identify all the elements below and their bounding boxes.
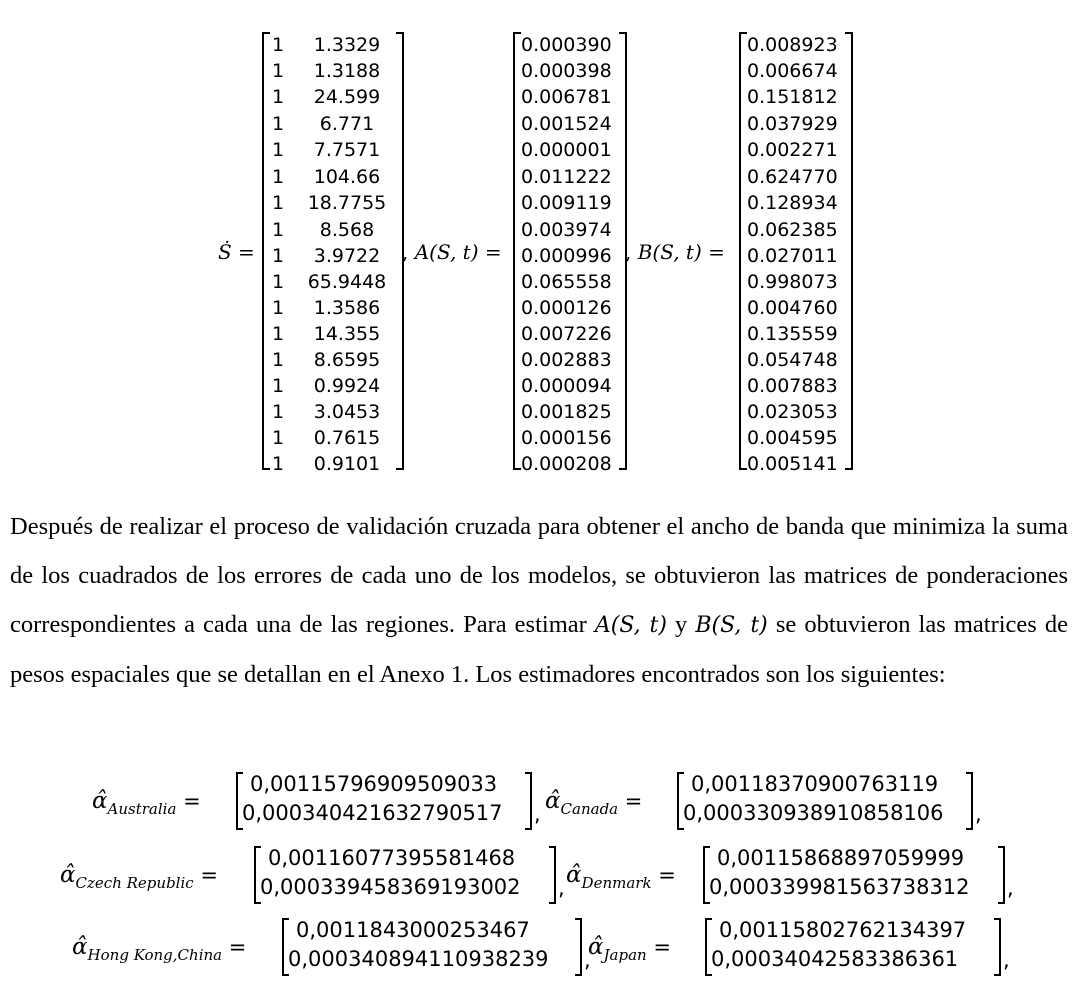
vector-cell: 0.037929: [747, 113, 838, 135]
matrix-cell: 1: [272, 375, 285, 397]
matrix-cell: 0.9101: [313, 453, 381, 475]
a-vector-row: [513, 373, 627, 399]
separator-comma: ,: [975, 802, 982, 826]
b-vector-row: [739, 84, 853, 110]
vector-cell: 0.000001: [521, 139, 612, 161]
vector-value: 0,00115868897059999: [717, 846, 965, 870]
b-vector-row: [739, 111, 853, 137]
vector-cell: 0.062385: [747, 219, 838, 241]
vector-value: 0,00116077395581468: [268, 846, 516, 870]
alpha-vector: [236, 772, 532, 832]
matrix-cell: 65.9448: [307, 271, 387, 293]
s-matrix-row: [262, 217, 404, 243]
vector-cell: 0.128934: [747, 192, 838, 214]
matrix-cell: 1.3586: [313, 297, 381, 319]
s-matrix-row: [262, 295, 404, 321]
alpha-hat-label: [72, 934, 246, 964]
alpha-vector: [282, 918, 582, 978]
vector-cell: 0.011222: [521, 166, 612, 188]
matrix-cell: 1: [272, 139, 285, 161]
matrix-cell: 1: [272, 453, 285, 475]
vector-value: 0,0011843000253467: [296, 918, 530, 942]
equals-sign: =: [646, 935, 671, 959]
vector-value: 0,000339981563738312: [709, 875, 970, 899]
alpha-hat-symbol: α̂: [60, 862, 76, 888]
equals-sign: =: [618, 789, 643, 813]
vector-cell: 0.007883: [747, 375, 838, 397]
alpha-vector: [703, 846, 1005, 906]
s-matrix-row: [262, 111, 404, 137]
a-vector-row: [513, 217, 627, 243]
s-matrix-row: [262, 32, 404, 58]
b-vector-row: [739, 347, 853, 373]
alpha-hat-symbol: α̂: [566, 862, 582, 888]
vector-cell: 0.000398: [521, 60, 612, 82]
s-matrix-row: [262, 425, 404, 451]
matrix-cell: 0.7615: [313, 427, 381, 449]
vector-cell: 0.000208: [521, 453, 612, 475]
a-vector-row: [513, 399, 627, 425]
matrix-cell: 3.0453: [313, 401, 381, 423]
vector-cell: 0.000996: [521, 245, 612, 267]
region-subscript: Australia: [107, 800, 177, 818]
region-subscript: Canada: [560, 800, 619, 818]
matrix-cell: 1: [272, 34, 285, 56]
b-vector-row: [739, 321, 853, 347]
vector-cell: 0.001825: [521, 401, 612, 423]
vector-cell: 0.002271: [747, 139, 838, 161]
alpha-hat-label: [92, 788, 201, 818]
s-matrix-row: [262, 399, 404, 425]
a-vector-row: [513, 111, 627, 137]
a-vector-row: [513, 84, 627, 110]
matrix-cell: 24.599: [313, 86, 381, 108]
b-vector-row: [739, 269, 853, 295]
s-matrix-row: [262, 373, 404, 399]
right-bracket: [575, 918, 582, 976]
matrix-cell: 7.7571: [313, 139, 381, 161]
b-vector: [739, 32, 853, 475]
paragraph-text-1: Después de realizar el proceso de validación cruzada para obtener el ancho de banda que minimiza la suma de los cuadrados de los errores de cada uno de los modelos, se obtuvieron las matrices de ponderaciones correspondientes a cada una de las regiones. Para estimar: [10, 513, 1068, 638]
alpha-hat-symbol: α̂: [588, 934, 604, 960]
a-vector-row: [513, 451, 627, 477]
s-matrix-row: [262, 451, 404, 477]
alpha-hat-label: [588, 934, 671, 964]
vector-cell: 0.001524: [521, 113, 612, 135]
matrix-cell: 8.568: [319, 219, 375, 241]
right-bracket: [998, 846, 1005, 904]
vector-cell: 0.023053: [747, 401, 838, 423]
vector-cell: 0.135559: [747, 323, 838, 345]
matrix-cell: 1: [272, 219, 285, 241]
b-vector-row: [739, 137, 853, 163]
matrix-cell: 1: [272, 166, 285, 188]
a-vector-row: [513, 425, 627, 451]
a-vector-row: [513, 137, 627, 163]
vector-cell: 0.998073: [747, 271, 838, 293]
separator-comma: ,: [1003, 948, 1010, 972]
alpha-hat-symbol: α̂: [92, 788, 108, 814]
a-vector-row: [513, 321, 627, 347]
separator-comma: ,: [1007, 876, 1014, 900]
b-label: , B(S, t) =: [625, 240, 725, 264]
vector-cell: 0.003974: [521, 219, 612, 241]
vector-cell: 0.004760: [747, 297, 838, 319]
right-bracket: [966, 772, 973, 830]
matrix-cell: 1: [272, 401, 285, 423]
vector-value: 0,000339458369193002: [260, 875, 521, 899]
separator-comma: ,: [558, 876, 565, 900]
region-subscript: Japan: [603, 946, 647, 964]
separator-comma: ,: [584, 948, 591, 972]
s-matrix-row: [262, 58, 404, 84]
region-subscript: Czech Republic: [75, 874, 194, 892]
matrix-cell: 1: [272, 297, 285, 319]
matrix-cell: 1: [272, 192, 285, 214]
s-matrix-row: [262, 164, 404, 190]
matrix-cell: 0.9924: [313, 375, 381, 397]
matrix-cell: 1: [272, 86, 285, 108]
matrix-cell: 1: [272, 349, 285, 371]
region-subscript: Hong Kong,China: [87, 946, 223, 964]
b-vector-row: [739, 399, 853, 425]
s-matrix-row: [262, 347, 404, 373]
b-vector-row: [739, 425, 853, 451]
matrix-cell: 18.7755: [307, 192, 387, 214]
s-matrix-row: [262, 84, 404, 110]
matrix-cell: 3.9722: [313, 245, 381, 267]
s-matrix-row: [262, 137, 404, 163]
alpha-hat-label: [60, 862, 218, 892]
matrix-cell: 1: [272, 323, 285, 345]
alpha-vector: [677, 772, 973, 832]
vector-cell: 0.000390: [521, 34, 612, 56]
a-vector-row: [513, 190, 627, 216]
right-bracket: [994, 918, 1001, 976]
vector-cell: 0.005141: [747, 453, 838, 475]
paragraph-text-3: se obtuvieron las matrices de pesos espaciales que se detallan en el Anexo 1. Los estimadores encontrados son los siguientes:: [10, 611, 1069, 688]
vector-cell: 0.027011: [747, 245, 838, 267]
matrix-cell: 8.6595: [313, 349, 381, 371]
equals-sign: =: [651, 863, 676, 887]
math-b: B(S, t): [695, 613, 768, 638]
s-matrix-row: [262, 269, 404, 295]
matrix-cell: 6.771: [319, 113, 375, 135]
matrix-cell: 104.66: [313, 166, 381, 188]
b-vector-row: [739, 164, 853, 190]
matrix-cell: 1: [272, 113, 285, 135]
matrix-cell: 1.3188: [313, 60, 381, 82]
vector-cell: 0.006781: [521, 86, 612, 108]
body-paragraph: [10, 502, 1068, 699]
b-vector-row: [739, 190, 853, 216]
alpha-hat-symbol: α̂: [545, 788, 561, 814]
right-bracket: [549, 846, 556, 904]
right-bracket: [525, 772, 532, 830]
vector-cell: 0.000094: [521, 375, 612, 397]
s-matrix: [262, 32, 404, 475]
alpha-vector: [705, 918, 1001, 978]
vector-value: 0,00115802762134397: [719, 918, 967, 942]
b-vector-row: [739, 243, 853, 269]
matrix-cell: 14.355: [313, 323, 381, 345]
a-vector: [513, 32, 627, 475]
a-vector-row: [513, 243, 627, 269]
vector-value: 0,00118370900763119: [691, 772, 939, 796]
vector-cell: 0.006674: [747, 60, 838, 82]
vector-cell: 0.008923: [747, 34, 838, 56]
vector-value: 0,00034042583386361: [711, 947, 959, 971]
a-vector-row: [513, 269, 627, 295]
s-matrix-row: [262, 321, 404, 347]
vector-cell: 0.624770: [747, 166, 838, 188]
a-vector-row: [513, 295, 627, 321]
vector-cell: 0.065558: [521, 271, 612, 293]
alpha-hat-symbol: α̂: [72, 934, 88, 960]
a-vector-row: [513, 58, 627, 84]
matrix-cell: 1: [272, 60, 285, 82]
vector-cell: 0.002883: [521, 349, 612, 371]
b-vector-row: [739, 451, 853, 477]
matrix-equation: [0, 0, 1080, 480]
b-vector-row: [739, 295, 853, 321]
equals-sign: =: [222, 935, 247, 959]
s-dot-label: Ṡ =: [218, 240, 255, 264]
separator-comma: ,: [534, 802, 541, 826]
a-vector-row: [513, 164, 627, 190]
b-vector-row: [739, 217, 853, 243]
vector-cell: 0.000126: [521, 297, 612, 319]
matrix-cell: 1: [272, 271, 285, 293]
vector-cell: 0.151812: [747, 86, 838, 108]
b-vector-row: [739, 58, 853, 84]
alpha-hat-label: [566, 862, 676, 892]
vector-cell: 0.054748: [747, 349, 838, 371]
vector-cell: 0.004595: [747, 427, 838, 449]
s-matrix-row: [262, 190, 404, 216]
paragraph-text-2: y: [666, 611, 696, 638]
b-vector-row: [739, 373, 853, 399]
vector-cell: 0.007226: [521, 323, 612, 345]
matrix-cell: 1.3329: [313, 34, 381, 56]
matrix-cell: 1: [272, 427, 285, 449]
vector-cell: 0.000156: [521, 427, 612, 449]
alpha-vector: [254, 846, 556, 906]
vector-value: 0,000330938910858106: [683, 801, 944, 825]
region-subscript: Denmark: [581, 874, 652, 892]
s-matrix-row: [262, 243, 404, 269]
b-vector-row: [739, 32, 853, 58]
equals-sign: =: [176, 789, 201, 813]
a-vector-row: [513, 347, 627, 373]
vector-value: 0,000340894110938239: [288, 947, 549, 971]
math-a: A(S, t): [594, 613, 667, 638]
alpha-hat-label: [545, 788, 642, 818]
matrix-cell: 1: [272, 245, 285, 267]
a-label: , A(S, t) =: [402, 240, 502, 264]
equals-sign: =: [193, 863, 218, 887]
vector-value: 0,000340421632790517: [242, 801, 503, 825]
vector-cell: 0.009119: [521, 192, 612, 214]
a-vector-row: [513, 32, 627, 58]
vector-value: 0,00115796909509033: [250, 772, 498, 796]
